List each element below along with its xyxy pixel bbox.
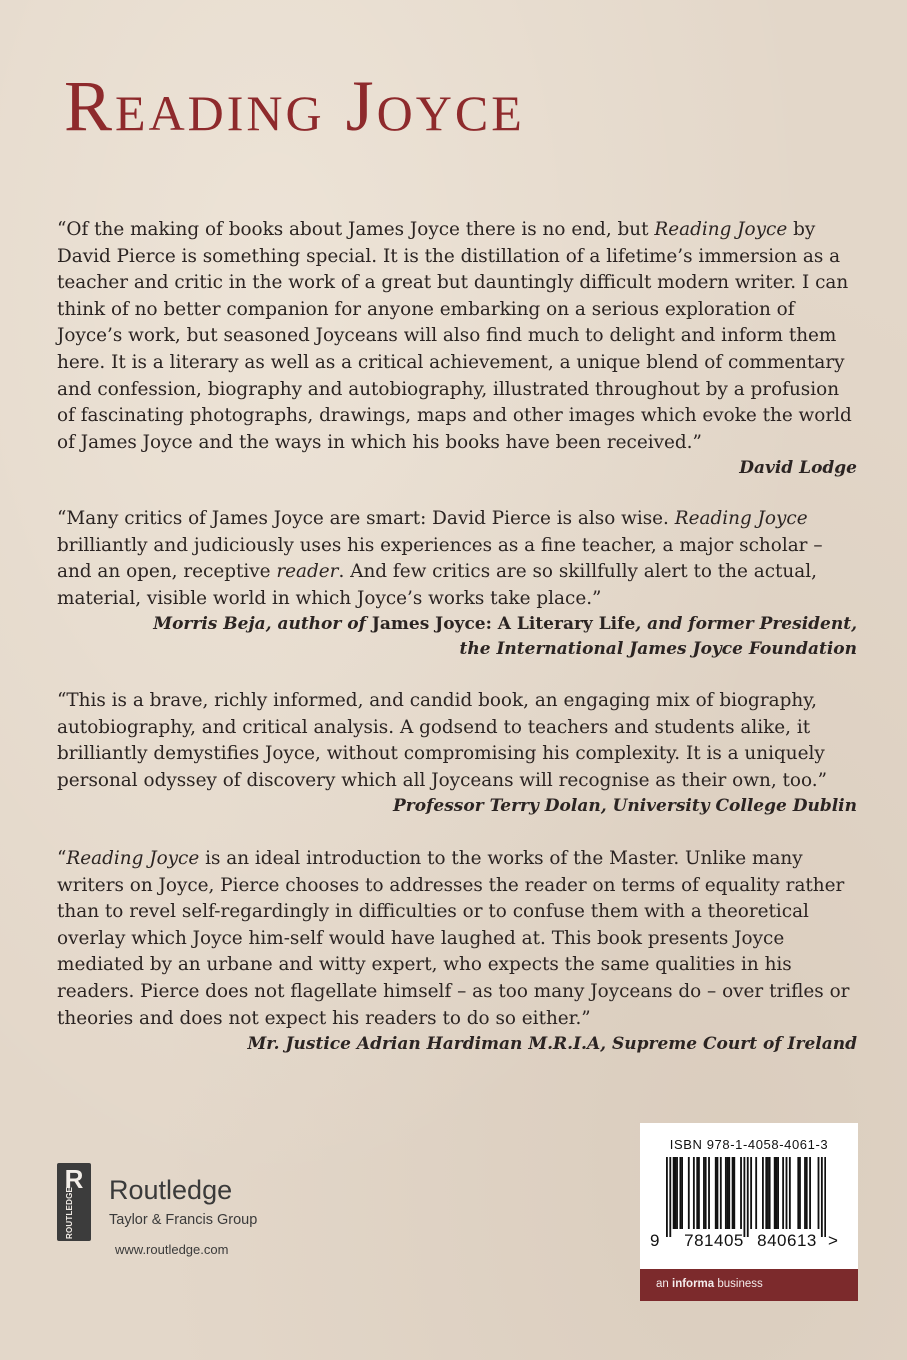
barcode-bar: [769, 1157, 771, 1229]
barcode-bar: [774, 1157, 776, 1229]
barcode-bar: [708, 1157, 710, 1229]
blurb-attribution: [57, 1032, 857, 1057]
barcode-bar: [777, 1157, 779, 1229]
barcode-bar: [666, 1157, 668, 1237]
barcode-bar: [669, 1157, 671, 1237]
barcode-digit-group-2: 840613: [757, 1231, 817, 1250]
blurb-adrian-hardiman: [57, 846, 857, 1057]
blurb-text: [57, 506, 857, 612]
barcode-bar: [715, 1157, 717, 1229]
attribution-run: Professor Terry Dolan, University College Dublin: [393, 796, 857, 817]
publisher-logo: [57, 1163, 317, 1263]
barcode-bar: [673, 1157, 675, 1229]
barcode-bar: [717, 1157, 719, 1229]
barcode-bar: [804, 1157, 806, 1229]
barcode-bar: [809, 1157, 811, 1229]
publisher-group: Taylor & Francis Group: [109, 1212, 258, 1228]
barcode-bar: [674, 1157, 676, 1229]
blurb-text-run: is an ideal introduction to the works of the Master. Unlike many writers on Joyce, Pierce chooses to addresses the reader on terms of equality rather than to revel self-regardingly in difficulties or to confuse them with a theoretical overlay which Joyce him-self would have laughed at. This book presents Joyce mediated by an urbane and witty expert, who expects the same qualities in his readers. Pierce does not flagellate himself – as too many Joyceans do – over trifles or theories and does not expect his readers to do so either.”: [57, 848, 850, 1029]
blurb-title-italic: Reading Joyce: [674, 508, 808, 529]
barcode-digit-first: 9: [650, 1231, 660, 1250]
barcode-bar: [725, 1157, 727, 1229]
blurb-text-run: “Many critics of James Joyce are smart: David Pierce is also wise.: [57, 508, 675, 529]
barcode-digits: [640, 1231, 858, 1253]
barcode-bar: [720, 1157, 722, 1229]
barcode-bar: [733, 1157, 735, 1229]
publisher-url: www.routledge.com: [115, 1242, 229, 1257]
barcode-bar: [681, 1157, 683, 1229]
barcode-bar: [740, 1157, 742, 1229]
barcode-bar: [750, 1157, 752, 1229]
blurb-text-run: “This is a brave, richly informed, and candid book, an engaging mix of biography, autobiography, and critical analysis. A godsend to teachers and students alike, it brilliantly demystifies Joyce, without compromising his complexity. It is a uniquely personal odyssey of discovery which all Joyceans will recognise as their own, too.”: [57, 690, 827, 791]
attribution-run: Morris Beja, author of: [153, 614, 372, 635]
barcode-bar: [767, 1157, 769, 1229]
barcode-bar: [679, 1157, 681, 1229]
barcode-bar: [747, 1157, 749, 1237]
informa-prefix: an: [656, 1278, 672, 1290]
barcode-bar: [806, 1157, 808, 1229]
barcode-bar: [732, 1157, 734, 1229]
barcode-bar: [698, 1157, 700, 1229]
barcode-bar: [743, 1157, 745, 1237]
blurb-attribution: [57, 456, 857, 481]
barcode-bar: [824, 1157, 826, 1237]
barcode-bar: [765, 1157, 767, 1229]
isbn-barcode: [640, 1123, 858, 1269]
book-title: Reading Joyce: [64, 66, 525, 146]
logo-letter: R: [64, 1164, 84, 1194]
barcode-bar: [799, 1157, 801, 1229]
barcode-bar: [705, 1157, 707, 1229]
barcode-bars: [666, 1157, 826, 1237]
blurb-text-run: by David Pierce is something special. It is the distillation of a lifetime’s immersion as a teacher and critic in the work of a great but dauntingly difficult modern writer. I can think of no better companion for anyone embarking on a serious exploration of Joyce’s work, but seasoned Joyceans will also find much to delight and inform them here. It is a literary as well as a critical achievement, a unique blend of commentary and confession, biography and autobiography, illustrated throughout by a profusion of fascinating photographs, drawings, maps and other images which evoke the world of James Joyce and the ways in which his books have been received.”: [57, 219, 852, 453]
blurb-text: [57, 688, 857, 794]
barcode-bar: [775, 1157, 777, 1229]
informa-band: [640, 1269, 858, 1301]
attribution-book-title: James Joyce: A Literary Life: [371, 614, 636, 635]
informa-text: [656, 1278, 763, 1290]
blurb-text-run: . And few critics are so skillfully alert to the actual, material, visible world in which Joyce’s works take place.”: [57, 561, 817, 609]
barcode-bar: [782, 1157, 784, 1229]
barcode-bar: [728, 1157, 730, 1229]
barcode-bar: [688, 1157, 690, 1229]
publisher-name: Routledge: [109, 1175, 233, 1205]
attribution-run: David Lodge: [739, 458, 857, 479]
barcode-arrow: >: [828, 1231, 838, 1250]
attribution-run: the International James Joyce Foundation: [459, 639, 857, 660]
blurb-terry-dolan: [57, 688, 857, 819]
blurb-text: [57, 217, 857, 456]
logo-vertical-text: ROUTLEDGE: [65, 1186, 74, 1239]
barcode-bar: [693, 1157, 695, 1229]
barcode-digit-group-1: 781405: [684, 1231, 744, 1250]
attribution-run: Mr. Justice Adrian Hardiman M.R.I.A, Supreme Court of Ireland: [247, 1034, 857, 1055]
barcode-bar: [789, 1157, 791, 1229]
blurb-text-run: “Of the making of books about James Joyce there is no end, but: [57, 219, 655, 240]
blurb-title-italic: Reading Joyce: [654, 219, 788, 240]
blurb-text-run: brilliantly and judiciously uses his experiences as a fine teacher, a major scholar – and an open, receptive: [57, 534, 823, 583]
barcode-bar: [818, 1157, 820, 1229]
blurb-text: [57, 846, 857, 1032]
barcode-bar: [676, 1157, 678, 1229]
barcode-bar: [755, 1157, 757, 1229]
barcode-bar: [703, 1157, 705, 1229]
barcode-bar: [696, 1157, 698, 1229]
informa-brand: informa: [672, 1278, 715, 1290]
blurb-david-lodge: [57, 217, 857, 481]
blurb-title-italic: reader: [276, 561, 339, 583]
blurb-text-run: “: [57, 848, 67, 869]
blurb-attribution: [57, 612, 857, 662]
barcode-bar: [821, 1157, 823, 1237]
routledge-logo-icon: [57, 1163, 91, 1241]
barcode-bar: [727, 1157, 729, 1229]
barcode-bar: [762, 1157, 764, 1229]
barcode-bar: [797, 1157, 799, 1229]
barcode-bar: [786, 1157, 788, 1229]
isbn-label: ISBN 978-1-4058-4061-3: [669, 1137, 829, 1152]
blurb-morris-beja: [57, 506, 857, 662]
blurb-title-italic: Reading Joyce: [66, 848, 200, 869]
blurb-attribution: [57, 794, 857, 819]
attribution-run: , and former President,: [635, 614, 857, 635]
informa-suffix: business: [714, 1278, 763, 1290]
